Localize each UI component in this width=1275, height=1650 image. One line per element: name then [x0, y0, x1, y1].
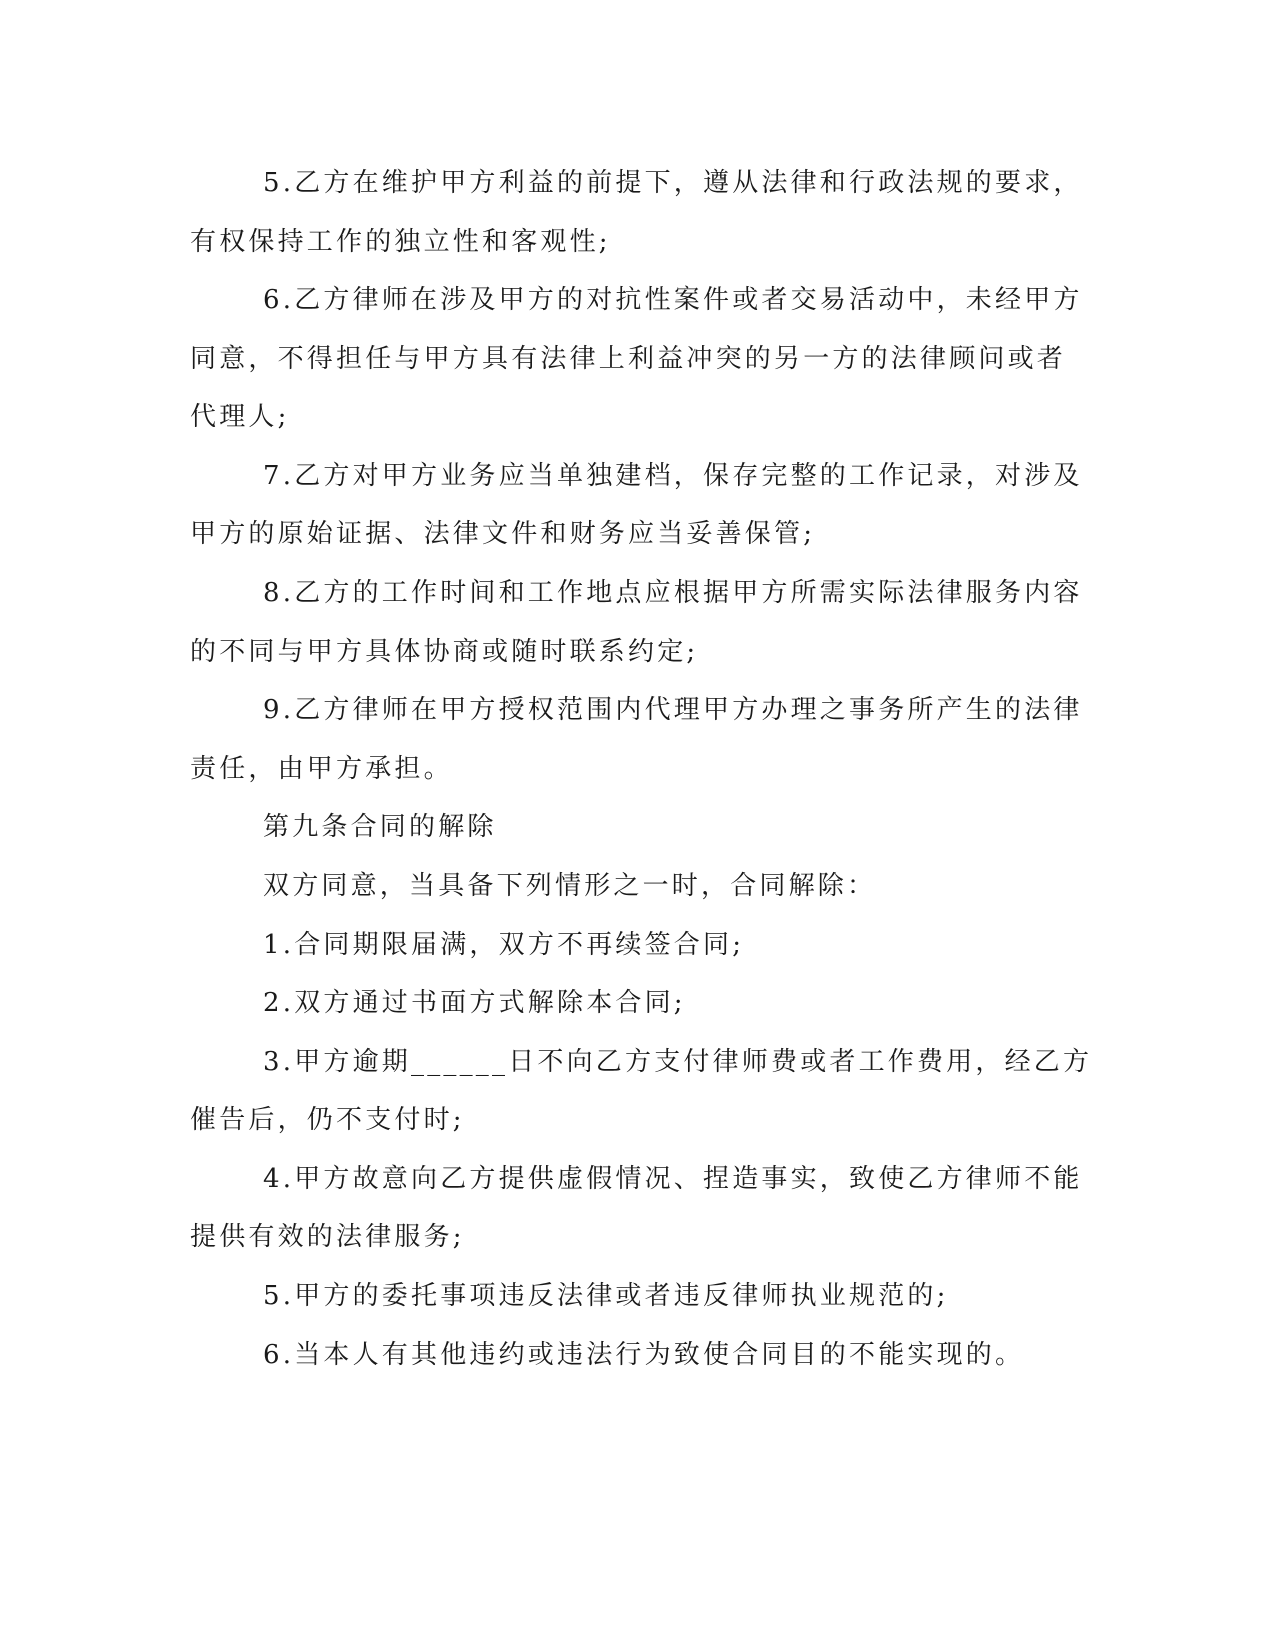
paragraph-line: 双方同意，当具备下列情形之一时，合同解除： [263, 871, 877, 901]
paragraph-line: 9.乙方律师在甲方授权范围内代理甲方办理之事务所产生的法律 [263, 695, 1083, 725]
paragraph-line: 7.乙方对甲方业务应当单独建档，保存完整的工作记录，对涉及 [263, 461, 1083, 491]
list-item: 提供有效的法律服务; [190, 1222, 465, 1252]
paragraph-line: 责任，由甲方承担。 [190, 754, 453, 784]
paragraph-line: 代理人; [190, 402, 290, 432]
list-item: 1.合同期限届满，双方不再续签合同; [263, 930, 745, 960]
list-item: 5.甲方的委托事项违反法律或者违反律师执业规范的; [263, 1281, 949, 1311]
paragraph-line: 5.乙方在维护甲方利益的前提下，遵从法律和行政法规的要求， [263, 168, 1083, 198]
list-item: 2.双方通过书面方式解除本合同; [263, 988, 686, 1018]
paragraph-line: 同意，不得担任与甲方具有法律上利益冲突的另一方的法律顾问或者 [190, 344, 1067, 374]
list-item: 3.甲方逾期______日不向乙方支付律师费或者工作费用，经乙方 [263, 1047, 1093, 1077]
list-item: 4.甲方故意向乙方提供虚假情况、捏造事实，致使乙方律师不能 [263, 1164, 1083, 1194]
paragraph-line: 6.乙方律师在涉及甲方的对抗性案件或者交易活动中，未经甲方 [263, 285, 1083, 315]
paragraph-line: 的不同与甲方具体协商或随时联系约定; [190, 637, 699, 667]
section-heading: 第九条合同的解除 [263, 812, 497, 842]
paragraph-line: 甲方的原始证据、法律文件和财务应当妥善保管; [190, 519, 816, 549]
list-item: 催告后，仍不支付时; [190, 1105, 465, 1135]
paragraph-line: 8.乙方的工作时间和工作地点应根据甲方所需实际法律服务内容 [263, 578, 1083, 608]
list-item: 6.当本人有其他违约或违法行为致使合同目的不能实现的。 [263, 1340, 1025, 1370]
paragraph-line: 有权保持工作的独立性和客观性; [190, 227, 611, 257]
